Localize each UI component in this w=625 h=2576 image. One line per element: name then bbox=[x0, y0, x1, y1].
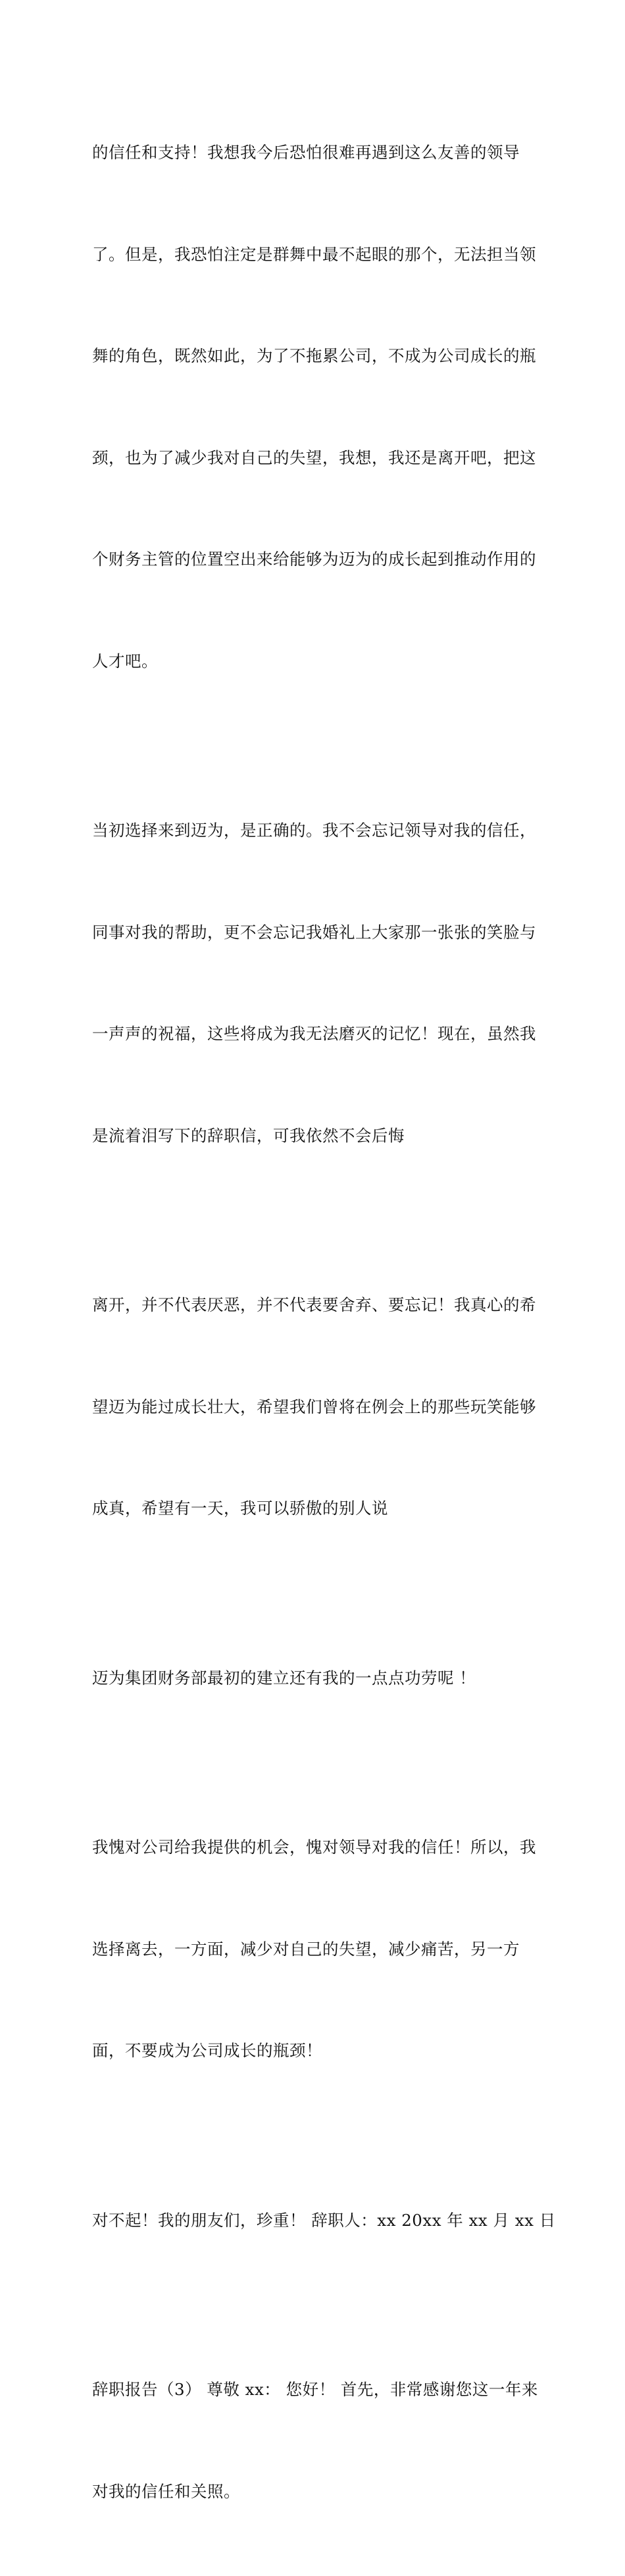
text-line: 我愧对公司给我提供的机会，愧对领导对我的信任！所以，我 bbox=[92, 1838, 536, 1857]
text-line: 人才吧。 bbox=[92, 651, 158, 671]
text-line: 当初选择来到迈为，是正确的。我不会忘记领导对我的信任， bbox=[92, 821, 536, 840]
text-line: 成真，希望有一天，我可以骄傲的别人说 bbox=[92, 1499, 388, 1518]
text-line: 辞职报告（3） 尊敬 xx： 您好！ 首先，非常感谢您这一年来 bbox=[92, 2380, 538, 2399]
text-line: 选择离去，一方面，减少对自己的失望，减少痛苦，另一方 bbox=[92, 1939, 520, 1959]
text-line: 迈为集团财务部最初的建立还有我的一点点功劳呢 ！ bbox=[92, 1668, 476, 1687]
document-body bbox=[92, 68, 556, 2576]
text-line: 了。但是，我恐怕注定是群舞中最不起眼的那个，无法担当领 bbox=[92, 244, 536, 264]
text-line: 舞的角色，既然如此，为了不拖累公司，不成为公司成长的瓶 bbox=[92, 346, 536, 365]
paragraph-7 bbox=[92, 2305, 539, 2576]
text-line: 的信任和支持！我想我今后恐怕很难再遇到这么友善的领导 bbox=[92, 143, 520, 162]
paragraph-1 bbox=[92, 68, 539, 746]
paragraph-6-signature bbox=[92, 2136, 556, 2306]
text-line: 对我的信任和关照。 bbox=[92, 2481, 240, 2501]
text-line: 望迈为能过成长壮大，希望我们曾将在例会上的那些玩笑能够 bbox=[92, 1397, 536, 1416]
text-line: 面，不要成为公司成长的瓶颈！ bbox=[92, 2041, 322, 2060]
paragraph-3 bbox=[92, 1220, 539, 1593]
text-line: 对不起！我的朋友们，珍重！ 辞职人：xx 20xx 年 xx 月 xx 日 bbox=[92, 2210, 556, 2230]
paragraph-2 bbox=[92, 746, 539, 1220]
paragraph-4 bbox=[92, 1593, 539, 1763]
text-line: 离开，并不代表厌恶，并不代表要舍弃、要忘记！我真心的希 bbox=[92, 1295, 536, 1314]
paragraph-5 bbox=[92, 1763, 539, 2136]
text-line: 是流着泪写下的辞职信，可我依然不会后悔 bbox=[92, 1125, 405, 1145]
text-line: 个财务主管的位置空出来给能够为迈为的成长起到推动作用的 bbox=[92, 550, 536, 569]
text-line: 同事对我的帮助，更不会忘记我婚礼上大家那一张张的笑脸与 bbox=[92, 922, 536, 942]
text-line: 颈，也为了减少我对自己的失望，我想，我还是离开吧，把这 bbox=[92, 448, 536, 467]
text-line: 一声声的祝福，这些将成为我无法磨灭的记忆！现在，虽然我 bbox=[92, 1024, 536, 1043]
